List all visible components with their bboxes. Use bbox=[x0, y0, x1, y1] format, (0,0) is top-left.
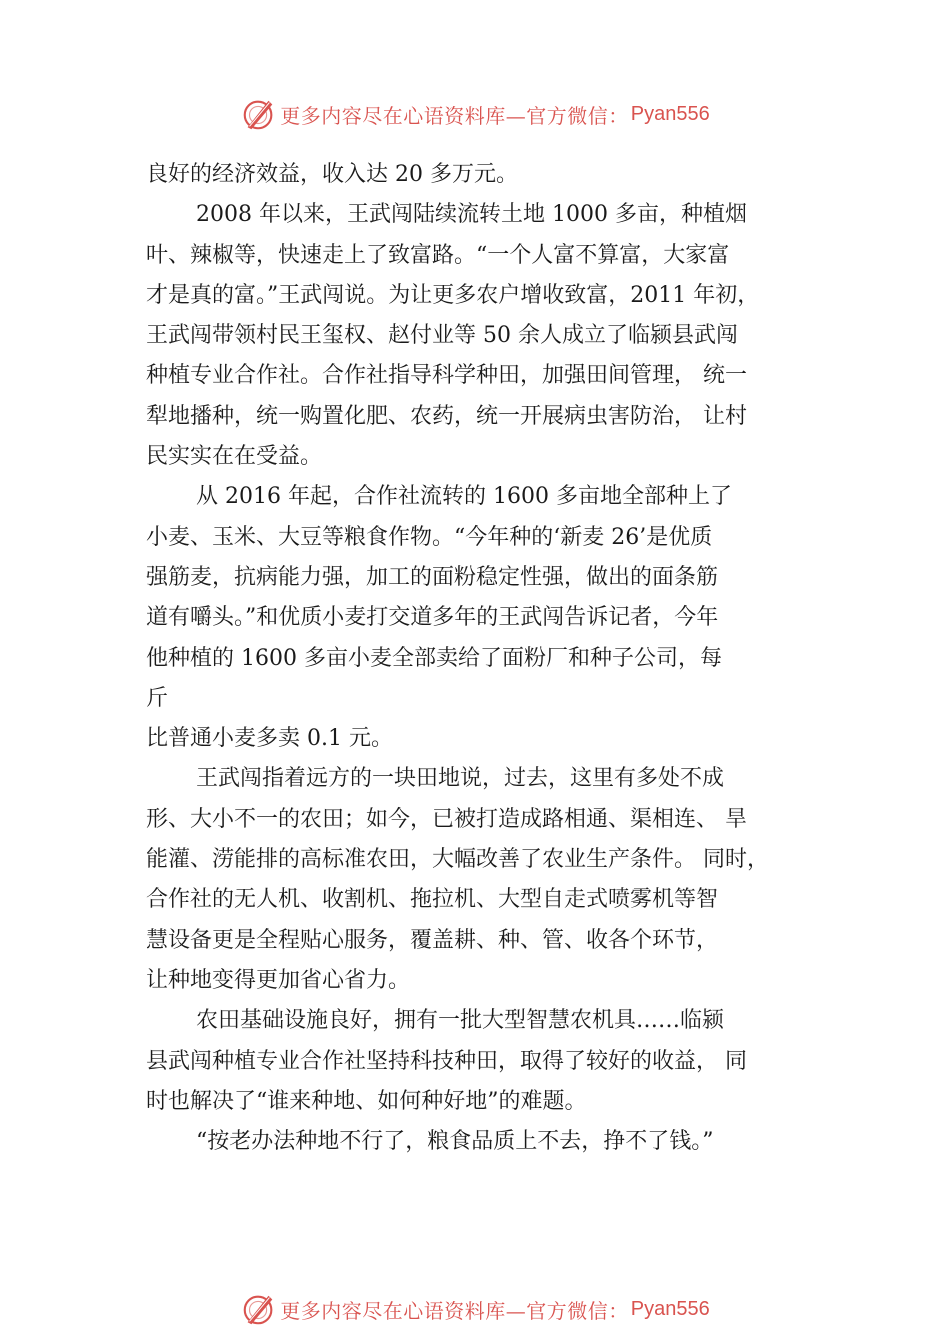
text-line: 良好的经济效益，收入达 20 多万元。 bbox=[146, 162, 518, 187]
text-line: 民实实在在受益。 bbox=[146, 444, 323, 470]
text-line: 能灌、涝能排的高标准农田，大幅改善了农业生产条件。 同时， bbox=[146, 847, 769, 873]
paragraph-start: 2008 年以来，王武闯陆续流转土地 1000 多亩，种植烟 bbox=[196, 202, 747, 228]
header-banner bbox=[0, 94, 950, 134]
text-line: 斤 bbox=[146, 685, 169, 711]
footer-banner bbox=[0, 1289, 950, 1329]
text-line: 形、大小不一的农田；如今，已被打造成路相通、渠相连、 旱 bbox=[146, 806, 747, 832]
text-line: 犁地播种，统一购置化肥、农药，统一开展病虫害防治， 让村 bbox=[146, 403, 747, 429]
paragraph-start: 农田基础设施良好，拥有一批大型智慧农机具……临颍 bbox=[196, 1008, 725, 1034]
text-line: 比普通小麦多卖 0.1 元。 bbox=[146, 726, 393, 752]
text-line: 合作社的无人机、收割机、拖拉机、大型自走式喷雾机等智 bbox=[146, 887, 719, 913]
text-line: 道有嚼头。”和优质小麦打交道多年的王武闯告诉记者，今年 bbox=[146, 605, 719, 631]
document-body bbox=[146, 155, 826, 1162]
text-line: 慧设备更是全程贴心服务，覆盖耕、种、管、收各个环节， bbox=[146, 927, 719, 953]
paragraph-start: 从 2016 年起，合作社流转的 1600 多亩地全部种上了 bbox=[196, 484, 732, 510]
text-line: 才是真的富。”王武闯说。为让更多农户增收致富，2011 年初， bbox=[146, 282, 760, 308]
banner-contact: Pyan556 bbox=[630, 102, 710, 125]
paragraph-start: “按老办法种地不行了，粮食品质上不去，挣不了钱。” bbox=[196, 1129, 714, 1155]
quill-logo-icon bbox=[240, 95, 278, 133]
text-line: 种植专业合作社。合作社指导科学种田，加强田间管理， 统一 bbox=[146, 363, 747, 389]
text-line: 强筋麦，抗病能力强，加工的面粉稳定性强，做出的面条筋 bbox=[146, 564, 719, 590]
text-line: 时也解决了“谁来种地、如何种好地”的难题。 bbox=[146, 1088, 587, 1114]
paragraph-start: 王武闯指着远方的一块田地说，过去，这里有多处不成 bbox=[196, 766, 725, 792]
text-line: 让种地变得更加省心省力。 bbox=[146, 967, 411, 993]
text-line: 小麦、玉米、大豆等粮食作物。“今年种的‘新麦 26’是优质 bbox=[146, 524, 713, 550]
banner-text: 更多内容尽在心语资料库—官方微信： bbox=[280, 1298, 629, 1323]
quill-logo-icon bbox=[240, 1290, 278, 1328]
text-line: 王武闯带领村民王玺权、赵付业等 50 余人成立了临颍县武闯 bbox=[146, 323, 738, 349]
banner-text: 更多内容尽在心语资料库—官方微信： bbox=[280, 103, 629, 128]
text-line: 叶、辣椒等，快速走上了致富路。“一个人富不算富，大家富 bbox=[146, 242, 730, 268]
banner-contact: Pyan556 bbox=[630, 1297, 710, 1320]
text-line: 他种植的 1600 多亩小麦全部卖给了面粉厂和种子公司，每 bbox=[146, 645, 722, 671]
text-line: 县武闯种植专业合作社坚持科技种田，取得了较好的收益， 同 bbox=[146, 1048, 747, 1074]
